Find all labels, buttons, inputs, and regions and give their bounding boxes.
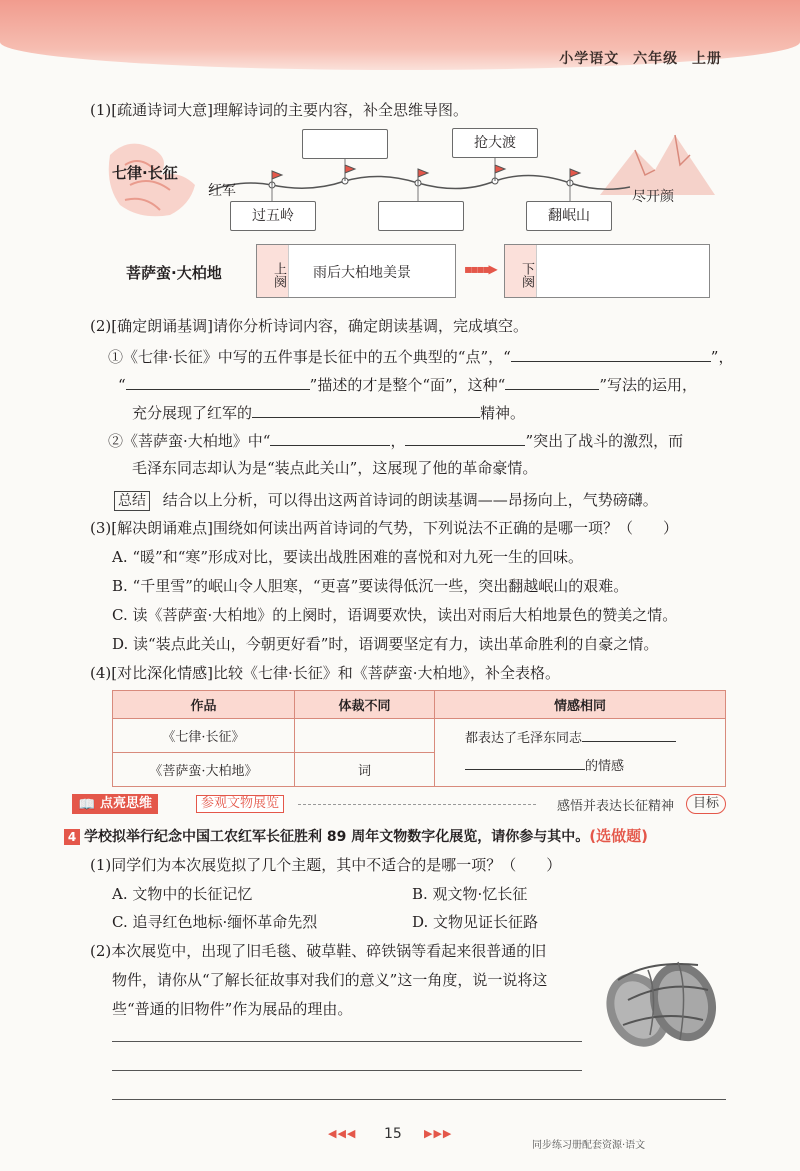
comparison-table	[112, 690, 726, 787]
q1-prompt	[90, 100, 468, 120]
route-start: 红军	[208, 183, 236, 199]
emotion-text-a: 都表达了毛泽东同志	[465, 730, 583, 746]
q4-option-b[interactable]: B. 观文物·忆长征	[412, 885, 528, 903]
book-icon: 📖	[78, 797, 96, 813]
row1-work: 《七律·长征》	[113, 719, 295, 753]
blank-q2-5[interactable]	[270, 430, 390, 446]
blank-q2-1[interactable]	[511, 346, 711, 362]
q4-option-d[interactable]: D. 文物见证长征路	[412, 913, 539, 931]
next-arrows-icon: ▶▶▶	[424, 1127, 453, 1140]
blank-q2-2[interactable]	[126, 374, 310, 390]
blank-q2-3[interactable]	[505, 374, 599, 390]
q2-i1-g: 精神。	[480, 404, 526, 422]
book-title: 小学语文 六年级 上册	[559, 51, 722, 67]
q4-sub2-line1: (2)本次展览中，出现了旧毛毯、破草鞋、碎铁锅等看起来很普通的旧	[90, 942, 547, 960]
page-number: 15	[384, 1126, 402, 1142]
q3-option-c[interactable]: C. 读《菩萨蛮·大柏地》的上阕时，语调要欢快，读出对雨后大柏地景色的赞美之情。	[112, 606, 678, 624]
q2-item2-line2: 毛泽东同志却认为是“装点此关山”，这展现了他的革命豪情。	[132, 459, 538, 477]
section-topic: 参观文物展览	[196, 795, 284, 813]
emotion-text-b: 的情感	[585, 758, 625, 774]
q2-i1-a: ①《七律·长征》中写的五件事是长征中的五个典型的“点”，“	[108, 348, 511, 366]
answer-line-3[interactable]	[112, 1099, 726, 1100]
q4-sub2-line3: 些“普通的旧物件”作为展品的理由。	[112, 1000, 353, 1018]
route-end: 尽开颜	[632, 189, 674, 205]
q4sub-tag: [对比深化情感]	[111, 664, 213, 682]
footer	[0, 1122, 800, 1152]
row2-genre: 词	[295, 753, 435, 787]
answer-line-2[interactable]	[112, 1070, 582, 1071]
table-row	[113, 719, 726, 753]
straw-sandals-image	[588, 940, 728, 1050]
poem1-label: 七律·长征	[112, 164, 178, 182]
q1-tag: [疏通诗词大意]	[111, 101, 213, 119]
blank-emotion-1[interactable]	[582, 730, 676, 742]
q3-option-a[interactable]: A. “暖”和“寒”形成对比，要读出战胜困难的喜悦和对九死一生的回味。	[112, 548, 584, 566]
q2-item1-line3	[132, 402, 525, 423]
q2-item2-line1	[108, 430, 683, 451]
mindmap-box-bottom-1: 过五岭	[230, 201, 316, 231]
q2-tag: [确定朗诵基调]	[111, 317, 213, 335]
q2-i1-d: ”描述的才是整个“面”，这种“	[309, 376, 506, 394]
mindmap-box-top-2: 抢大渡	[452, 128, 538, 158]
q4-optional-tag: (选做题)	[589, 827, 648, 845]
section-label-text: 点亮思维	[100, 796, 153, 811]
q4sub-number: (4)	[90, 664, 112, 682]
section-bar	[72, 794, 726, 816]
section-label	[72, 794, 158, 814]
col-header-genre: 体裁不同	[295, 691, 435, 719]
section-desc: 感悟并表达长征精神	[556, 799, 674, 814]
blank-q2-6[interactable]	[405, 430, 525, 446]
q3-text: 围绕如何读出两首诗词的气势，下列说法不正确的是哪一项？（ ）	[212, 519, 678, 537]
q4-option-c[interactable]: C. 追寻红色地标·缅怀革命先烈	[112, 913, 318, 931]
q2-text: 请你分析诗词内容，确定朗读基调，完成填空。	[212, 317, 528, 335]
blank-emotion-2[interactable]	[465, 758, 585, 770]
q2-item1-line1	[108, 346, 733, 367]
q2-item1-line2	[118, 374, 697, 395]
lower-stanza-label: 下阕	[505, 245, 537, 297]
answer-line-1[interactable]	[112, 1041, 582, 1042]
q2-summary	[114, 490, 658, 511]
col-header-work: 作品	[113, 691, 295, 719]
mindmap-blank-bottom-2[interactable]	[378, 201, 464, 231]
lower-stanza-box[interactable]	[504, 244, 710, 298]
section-divider	[298, 804, 536, 805]
q2-i2-c: ”突出了战斗的激烈，而	[525, 432, 684, 450]
mindmap-blank-top-1[interactable]	[302, 129, 388, 159]
q3-option-b[interactable]: B. “千里雪”的岷山令人胆寒，“更喜”要读得低沉一些，突出翻越岷山的艰难。	[112, 577, 629, 595]
q4-title-text: 学校拟举行纪念中国工农红军长征胜利 89 周年文物数字化展览，请你参与其中。	[84, 829, 590, 845]
q3-number: (3)	[90, 519, 112, 537]
prev-arrows-icon: ◀◀◀	[328, 1127, 357, 1140]
summary-text: 结合以上分析，可以得出这两首诗词的朗读基调——昂扬向上，气势磅礴。	[162, 491, 658, 509]
q4sub-text: 比较《七律·长征》和《菩萨蛮·大柏地》，补全表格。	[212, 664, 561, 682]
q2-i1-f: 充分展现了红军的	[132, 404, 253, 422]
blank-q2-4[interactable]	[252, 402, 480, 418]
upper-stanza-content: 雨后大柏地美景	[313, 265, 411, 281]
q2-number: (2)	[90, 317, 112, 335]
q2-prompt	[90, 316, 528, 336]
q1-text: 理解诗词的主要内容，补全思维导图。	[212, 101, 468, 119]
table-header-row	[113, 691, 726, 719]
poem2-label: 菩萨蛮·大柏地	[126, 264, 222, 282]
q1-number: (1)	[90, 101, 112, 119]
summary-tag: 总结	[114, 491, 150, 511]
section-goal: 目标	[686, 794, 726, 814]
emotion-cell	[435, 719, 726, 787]
row1-genre-blank[interactable]	[295, 719, 435, 753]
upper-stanza-label: 上阕	[257, 245, 289, 297]
row2-work: 《菩萨蛮·大柏地》	[113, 753, 295, 787]
q3-option-d[interactable]: D. 读“装点此关山，今朝更好看”时，语调要坚定有力，读出革命胜利的自豪之情。	[112, 635, 659, 653]
arrow-icon: ▪▪▪▪▶	[464, 262, 496, 276]
q2-i2-b: ，	[390, 432, 406, 450]
mindmap-box-bottom-3: 翻岷山	[526, 201, 612, 231]
q4-title	[64, 826, 648, 847]
col-header-emotion: 情感相同	[435, 691, 726, 719]
q3-prompt	[90, 518, 678, 538]
q2-i1-e: ”写法的运用，	[599, 376, 698, 394]
q4-option-a[interactable]: A. 文物中的长征记忆	[112, 885, 253, 903]
q4-sub1: (1)同学们为本次展览拟了几个主题，其中不适合的是哪一项？（ ）	[90, 856, 562, 874]
q2-i1-b: ”，	[710, 348, 734, 366]
footer-small-text: 同步练习册配套资源·语文	[532, 1140, 646, 1151]
q2-i2-a: ②《菩萨蛮·大柏地》中“	[108, 432, 271, 450]
upper-stanza-box	[256, 244, 456, 298]
q3-tag: [解决朗诵难点]	[111, 519, 213, 537]
q4-number: 4	[64, 829, 80, 845]
q2-i1-c: “	[118, 376, 126, 394]
q4-sub2-line2: 物件，请你从“了解长征故事对我们的意义”这一角度，说一说将这	[112, 971, 548, 989]
q4sub-prompt	[90, 663, 560, 683]
